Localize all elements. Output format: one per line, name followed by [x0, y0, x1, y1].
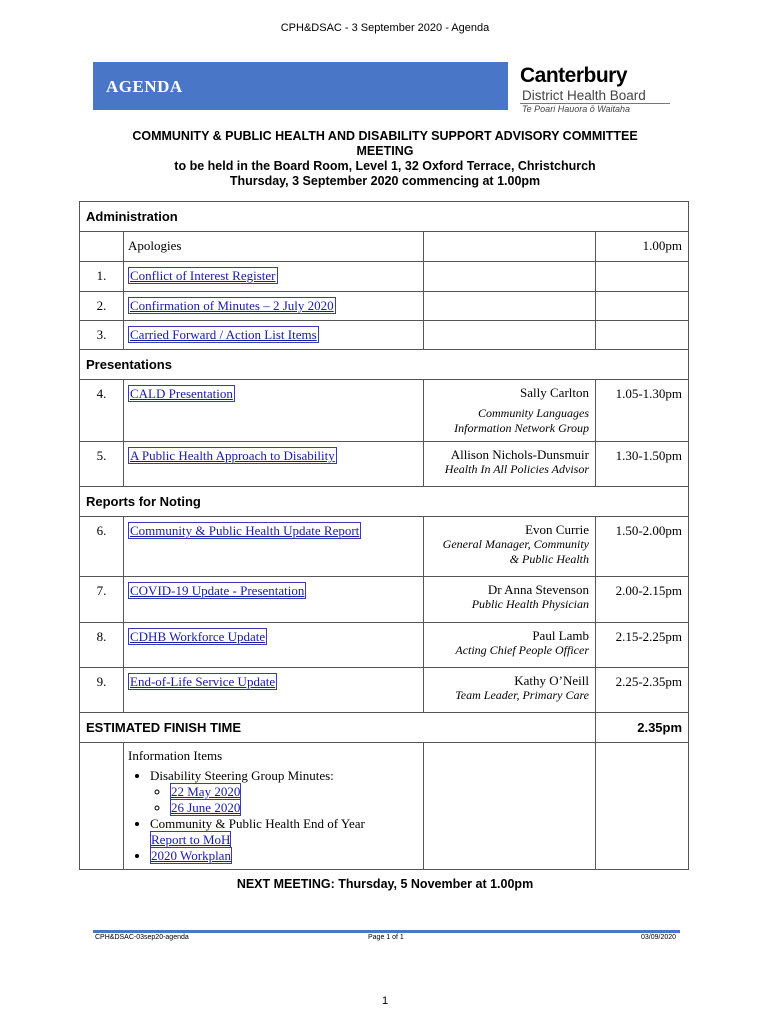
- presenter-name: Paul Lamb: [532, 628, 589, 643]
- presenter-cell: [424, 577, 596, 623]
- footer-rule: [93, 930, 680, 933]
- item-time: 1.30-1.50pm: [596, 442, 689, 487]
- item-number: 5.: [80, 442, 124, 487]
- item-number: 4.: [80, 380, 124, 442]
- item-link-confirmation-minutes[interactable]: Confirmation of Minutes – 2 July 2020: [130, 298, 334, 313]
- item-link-cald-presentation[interactable]: CALD Presentation: [130, 386, 233, 401]
- logo-subtitle: District Health Board: [522, 88, 646, 103]
- presenter-role: Public Health Physician: [471, 597, 589, 611]
- presenter-cell: [424, 442, 596, 487]
- section-reports-for-noting: Reports for Noting: [80, 487, 689, 517]
- item-time: 2.25-2.35pm: [596, 668, 689, 713]
- item-link-public-health-disability[interactable]: A Public Health Approach to Disability: [130, 448, 335, 463]
- presenter-role: Team Leader, Primary Care: [455, 688, 589, 702]
- eoy-report-link[interactable]: Report to MoH: [151, 832, 231, 847]
- item-time: 2.00-2.15pm: [596, 577, 689, 623]
- presenter-role: Acting Chief People Officer: [455, 643, 589, 657]
- item-link-cph-update-report[interactable]: Community & Public Health Update Report: [130, 523, 360, 538]
- disability-minutes-label: Disability Steering Group Minutes:: [150, 768, 334, 783]
- committee-title-line1: COMMUNITY & PUBLIC HEALTH AND DISABILITY SUPPORT ADVISORY COMMITTEE: [132, 129, 638, 143]
- information-items-heading: Information Items: [128, 748, 223, 763]
- item-number: 8.: [80, 623, 124, 668]
- presenter-role: General Manager, Community: [442, 537, 589, 551]
- item-time: 1.50-2.00pm: [596, 517, 689, 577]
- item-time: 2.15-2.25pm: [596, 623, 689, 668]
- logo-name: Canterbury: [520, 64, 628, 87]
- apologies-item: Apologies: [124, 232, 424, 262]
- minutes-link-22-may[interactable]: 22 May 2020: [171, 784, 241, 799]
- item-number: 2.: [80, 292, 124, 321]
- presenter-cell: [424, 517, 596, 577]
- item-number: 1.: [80, 262, 124, 292]
- meeting-location: to be held in the Board Room, Level 1, 32 Oxford Terrace, Christchurch: [174, 159, 596, 173]
- presenter-name: Dr Anna Stevenson: [487, 582, 589, 597]
- agenda-table: [79, 201, 689, 870]
- presenter-cell: [424, 380, 596, 442]
- item-link-conflict-register[interactable]: Conflict of Interest Register: [130, 268, 276, 283]
- presenter-name: Kathy O’Neill: [514, 673, 589, 688]
- item-number: 6.: [80, 517, 124, 577]
- apologies-time: 1.00pm: [596, 232, 689, 262]
- agenda-title: AGENDA: [106, 77, 183, 96]
- item-link-action-list[interactable]: Carried Forward / Action List Items: [130, 327, 317, 342]
- footer-filename: CPH&DSAC-03sep20-agenda: [95, 934, 189, 941]
- item-number: 3.: [80, 321, 124, 350]
- minutes-link-26-june[interactable]: 26 June 2020: [171, 800, 241, 815]
- item-link-end-of-life-update[interactable]: End-of-Life Service Update: [130, 674, 276, 689]
- footer-date: 03/09/2020: [641, 934, 677, 941]
- meeting-date: Thursday, 3 September 2020 commencing at 1.00pm: [229, 174, 541, 188]
- presenter-cell: [424, 668, 596, 713]
- item-link-covid-update[interactable]: COVID-19 Update - Presentation: [130, 583, 305, 598]
- estimated-finish-time: 2.35pm: [596, 713, 689, 743]
- presenter-name: Allison Nichols-Dunsmuir: [450, 447, 589, 462]
- item-link-workforce-update[interactable]: CDHB Workforce Update: [130, 629, 266, 644]
- next-meeting: NEXT MEETING: Thursday, 5 November at 1.00pm: [236, 877, 534, 891]
- page-number: 1: [381, 995, 389, 1007]
- presenter-role: Information Network Group: [454, 421, 589, 435]
- logo-maori-name: Te Poari Hauora ō Waitaha: [522, 104, 631, 114]
- committee-title-line2: MEETING: [356, 144, 414, 158]
- footer-page: Page 1 of 1: [368, 934, 404, 941]
- section-presentations: Presentations: [80, 350, 689, 380]
- section-administration: Administration: [80, 202, 689, 232]
- item-number: 7.: [80, 577, 124, 623]
- presenter-role: & Public Health: [509, 552, 589, 566]
- workplan-link[interactable]: 2020 Workplan: [151, 848, 231, 863]
- eoy-report-label: Community & Public Health End of Year: [150, 816, 365, 831]
- presenter-cell: [424, 623, 596, 668]
- presenter-name: Sally Carlton: [520, 385, 589, 400]
- presenter-role: Community Languages: [478, 406, 589, 420]
- information-items: [124, 743, 424, 870]
- item-time: 1.05-1.30pm: [596, 380, 689, 442]
- presenter-role: Health In All Policies Advisor: [444, 462, 589, 476]
- item-number: 9.: [80, 668, 124, 713]
- running-header: CPH&DSAC - 3 September 2020 - Agenda: [280, 22, 490, 34]
- estimated-finish-label: ESTIMATED FINISH TIME: [80, 713, 596, 743]
- presenter-name: Evon Currie: [525, 522, 589, 537]
